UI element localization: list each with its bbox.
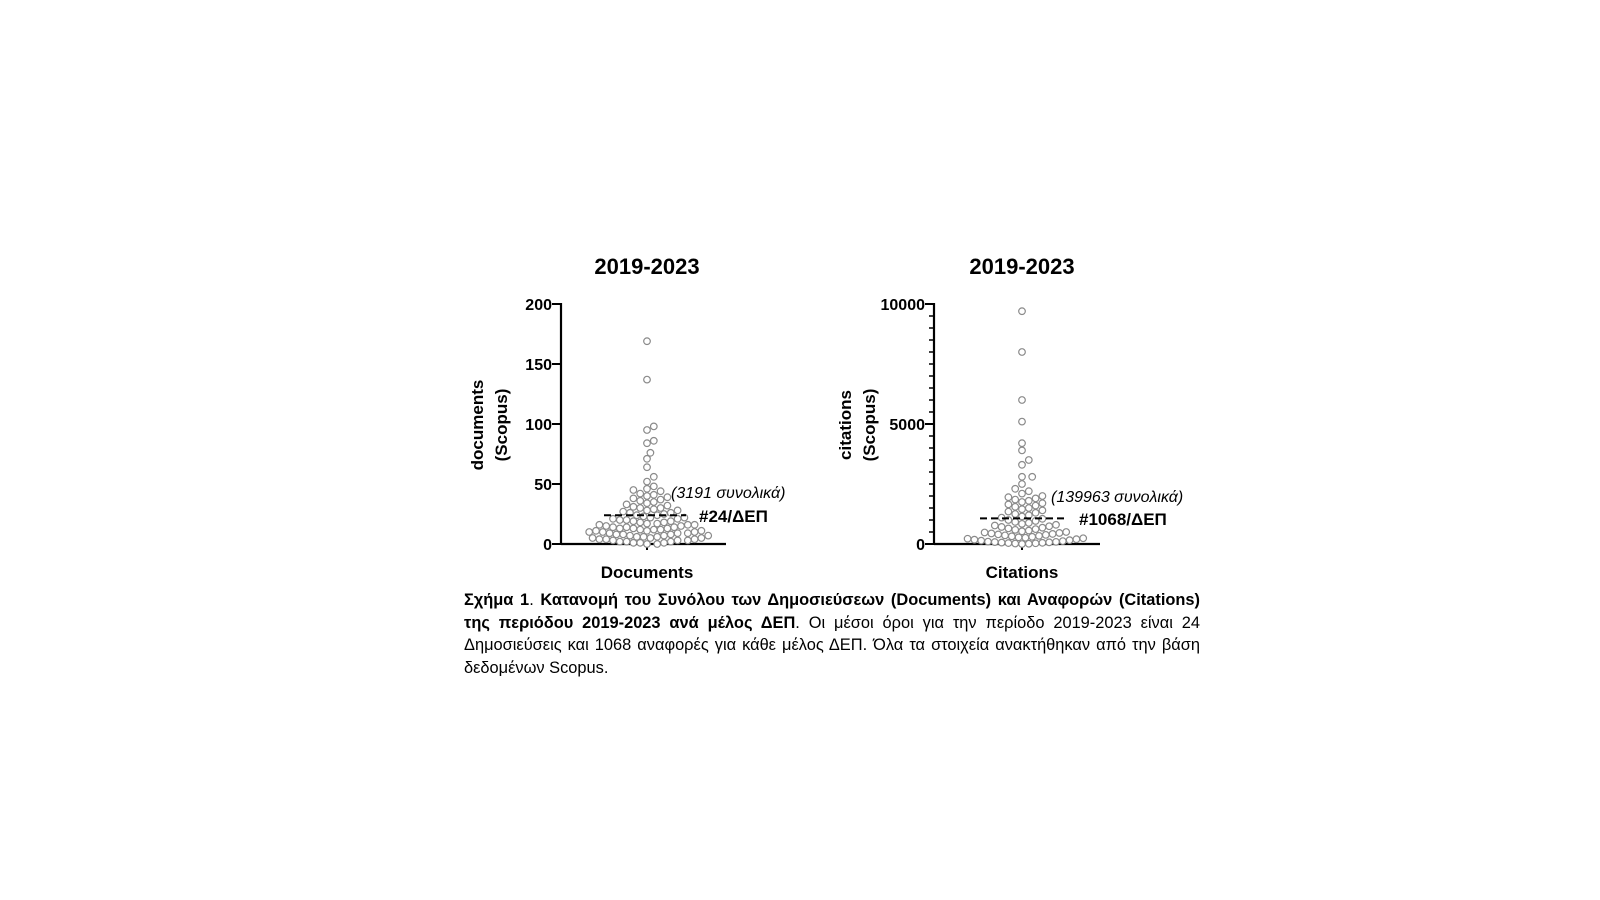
data-point — [637, 505, 644, 512]
data-point — [657, 496, 664, 503]
data-point — [1019, 490, 1026, 497]
data-point — [1022, 534, 1029, 541]
data-point — [1005, 525, 1012, 532]
data-point — [691, 529, 698, 536]
data-point — [647, 535, 654, 542]
data-point — [661, 519, 668, 526]
data-point — [644, 500, 651, 507]
data-point — [1032, 526, 1039, 533]
data-point — [644, 427, 651, 434]
data-point — [617, 517, 624, 524]
data-point — [1036, 533, 1043, 540]
data-point — [1026, 527, 1033, 534]
data-point — [1026, 498, 1033, 505]
data-point — [1073, 536, 1080, 543]
data-point — [637, 498, 644, 505]
mean-label: #1068/ΔΕΠ — [1079, 510, 1167, 529]
data-point — [674, 537, 681, 544]
data-point — [1029, 474, 1036, 481]
mean-label: #24/ΔΕΠ — [699, 507, 768, 526]
data-point — [603, 523, 610, 530]
data-point — [1012, 519, 1019, 526]
data-point — [1019, 397, 1026, 404]
data-point — [964, 535, 971, 542]
data-point — [644, 507, 651, 514]
data-point — [1080, 535, 1087, 542]
data-point — [651, 499, 658, 506]
data-point — [651, 438, 658, 445]
data-point — [627, 532, 634, 539]
data-point — [985, 538, 992, 545]
data-point — [1012, 504, 1019, 511]
data-point — [1056, 530, 1063, 537]
data-point — [1032, 510, 1039, 517]
data-point — [644, 486, 651, 493]
data-point — [1002, 532, 1009, 539]
data-point — [1039, 500, 1046, 507]
data-point — [1019, 418, 1026, 425]
data-point — [657, 488, 664, 495]
data-point — [971, 536, 978, 543]
y-axis-title — [468, 380, 511, 471]
citations-chart — [836, 254, 1183, 582]
data-point — [1043, 532, 1050, 539]
data-point — [634, 534, 641, 541]
data-point — [691, 522, 698, 529]
data-point — [586, 529, 593, 536]
data-point — [1026, 505, 1033, 512]
data-point — [657, 505, 664, 512]
data-point — [978, 537, 985, 544]
y-tick-label: 0 — [543, 537, 552, 554]
data-point — [1012, 511, 1019, 518]
y-tick-label: 10000 — [880, 297, 925, 314]
y-tick-label: 50 — [534, 477, 552, 494]
data-point — [651, 483, 658, 490]
data-point — [623, 501, 630, 508]
data-point — [630, 504, 637, 511]
data-point — [1049, 531, 1056, 538]
data-point — [630, 495, 637, 502]
data-point — [998, 539, 1005, 546]
data-point — [651, 423, 658, 430]
data-point — [651, 492, 658, 499]
data-point — [1039, 493, 1046, 500]
data-point — [678, 523, 685, 530]
total-annotation: (139963 συνολικά) — [1051, 489, 1184, 506]
data-point — [644, 478, 651, 485]
data-point — [1005, 494, 1012, 501]
data-point — [674, 516, 681, 523]
data-point — [610, 516, 617, 523]
data-point — [644, 493, 651, 500]
data-point — [1032, 495, 1039, 502]
data-point — [698, 528, 705, 535]
y-axis-title — [836, 389, 879, 462]
data-point — [1066, 537, 1073, 544]
data-point — [637, 490, 644, 497]
data-point — [668, 538, 675, 545]
data-point — [685, 537, 692, 544]
data-point — [1019, 506, 1026, 513]
data-point — [1026, 457, 1033, 464]
data-point — [1019, 349, 1026, 356]
documents-chart — [468, 254, 785, 582]
data-point — [1026, 488, 1033, 495]
data-point — [1019, 521, 1026, 528]
data-point — [1046, 539, 1053, 546]
data-point — [1019, 481, 1026, 488]
caption-text: Οι μέσοι όροι για την περίοδο 2019-2023 είναι 24 Δημοσιεύσεις και 1068 αναφορές για κάθε μέλος ΔΕΠ. Όλα τα στοιχεία ανακτήθηκαν από την βάση δεδομένων Scopus. — [464, 613, 1200, 677]
data-point — [691, 536, 698, 543]
data-point — [644, 440, 651, 447]
data-point — [1032, 502, 1039, 509]
caption-label: Σχήμα 1 — [464, 591, 530, 609]
data-point — [981, 529, 988, 536]
data-point — [1009, 533, 1016, 540]
data-point — [1005, 501, 1012, 508]
data-point — [992, 539, 999, 546]
total-annotation: (3191 συνολικά) — [671, 485, 786, 502]
data-point — [1012, 496, 1019, 503]
data-point — [1039, 507, 1046, 514]
data-point — [620, 508, 627, 515]
y-axis-title-line2: (Scopus) — [492, 388, 511, 462]
data-point — [630, 487, 637, 494]
data-point — [1053, 539, 1060, 546]
data-point — [1019, 308, 1026, 315]
data-point — [596, 536, 603, 543]
data-point — [664, 494, 671, 501]
data-point — [1005, 508, 1012, 515]
data-point — [1012, 486, 1019, 493]
data-point — [644, 528, 651, 535]
y-tick-label: 150 — [525, 357, 552, 374]
data-point — [1005, 540, 1012, 547]
data-point — [644, 338, 651, 345]
data-point — [1012, 527, 1019, 534]
figure-caption: Σχήμα 1. Κατανομή του Συνόλου των Δημοσιεύσεων (Documents) και Αναφορών (Citations) της περιόδου 2019-2023 ανά μέλος ΔΕΠ. Οι μέσοι όροι για την περίοδο 2019-2023 είναι 24 Δημοσιεύσεις και 1068 αναφορές για κάθε μέλος ΔΕΠ. Όλα τα στοιχεία ανακτήθηκαν από την βάση δεδομένων Scopus. — [464, 591, 1200, 677]
chart-title: 2019-2023 — [594, 254, 700, 279]
chart-title: 2019-2023 — [969, 254, 1075, 279]
data-point — [1019, 440, 1026, 447]
data-point — [651, 506, 658, 513]
data-point — [674, 507, 681, 514]
data-point — [1039, 524, 1046, 531]
data-point — [623, 524, 630, 531]
y-tick-label: 0 — [916, 537, 925, 554]
data-point — [654, 541, 661, 548]
data-point — [995, 531, 1002, 538]
data-point — [1012, 540, 1019, 547]
data-point — [685, 522, 692, 529]
data-point — [1039, 540, 1046, 547]
data-point — [651, 474, 658, 481]
data-point — [988, 530, 995, 537]
data-point — [698, 535, 705, 542]
data-point — [1026, 520, 1033, 527]
data-point — [661, 540, 668, 547]
data-point — [1032, 540, 1039, 547]
data-point — [1046, 523, 1053, 530]
data-point — [1063, 529, 1070, 536]
data-point — [1019, 474, 1026, 481]
data-point — [685, 530, 692, 537]
data-point — [654, 520, 661, 527]
data-point — [1053, 522, 1060, 529]
data-point — [1060, 538, 1067, 545]
data-point — [705, 532, 712, 539]
data-point — [647, 450, 654, 457]
data-point — [654, 534, 661, 541]
y-tick-label: 100 — [525, 417, 552, 434]
data-point — [637, 526, 644, 533]
data-point — [1019, 499, 1026, 506]
y-tick-label: 200 — [525, 297, 552, 314]
caption-bold-text: Κατανομή του Συνόλου των Δημοσιεύσεων (Documents) και Αναφορών (Citations) της περιόδου 2019-2023 ανά μέλος ΔΕΠ — [464, 591, 1200, 632]
data-point — [623, 517, 630, 524]
data-point — [644, 376, 651, 383]
data-point — [644, 464, 651, 471]
y-axis-title-line1: documents — [468, 379, 487, 471]
x-category-label: Documents — [600, 563, 694, 582]
y-axis-title-line2: (Scopus) — [860, 388, 879, 462]
data-point — [664, 502, 671, 509]
y-tick-label: 5000 — [889, 417, 925, 434]
data-point — [668, 518, 675, 525]
y-axis-title-line1: citations — [836, 390, 855, 460]
data-point — [1019, 462, 1026, 469]
data-point — [1019, 541, 1026, 548]
data-point — [617, 525, 624, 532]
data-point — [1019, 528, 1026, 535]
data-point — [1019, 447, 1026, 454]
data-point — [630, 525, 637, 532]
data-point — [596, 522, 603, 529]
data-point — [610, 524, 617, 531]
data-point — [617, 538, 624, 545]
data-point — [1029, 534, 1036, 541]
data-point — [998, 524, 1005, 531]
x-category-label: Citations — [985, 563, 1059, 582]
data-point — [992, 522, 999, 529]
